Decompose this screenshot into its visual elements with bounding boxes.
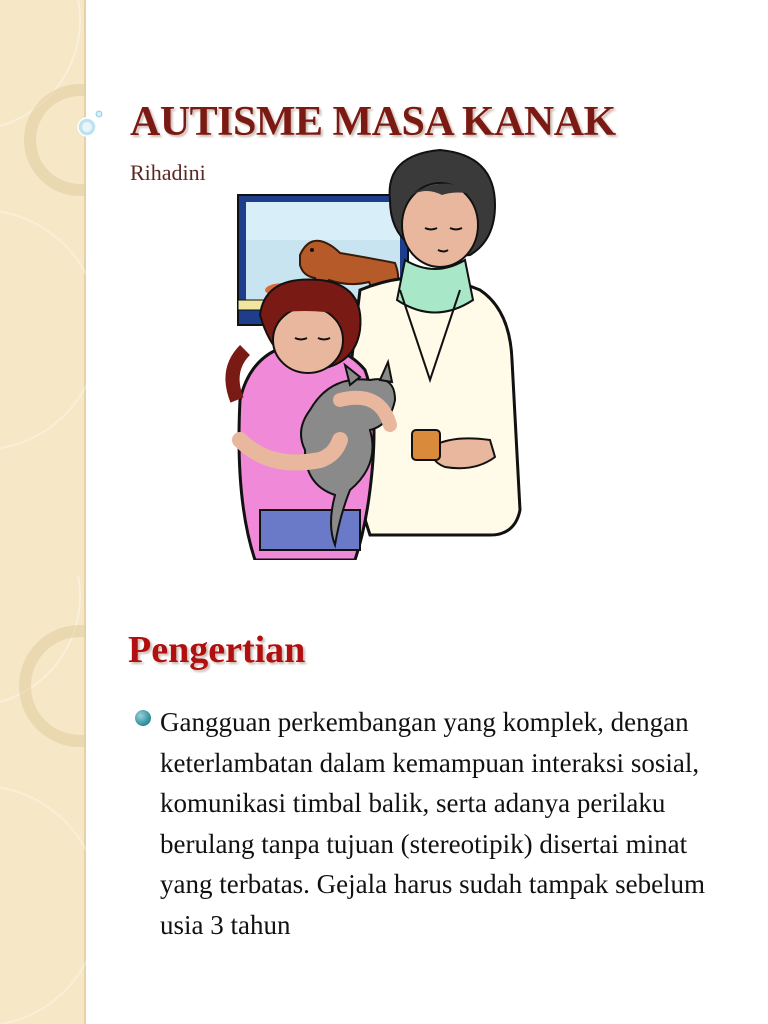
slide-title-text: AUTISME MASA KANAK [130,99,616,145]
bullet-list [135,702,735,945]
author-name: Rihadini [130,160,206,185]
bubble-icon [0,0,120,160]
bullet-item [135,702,735,945]
slide-content [0,576,768,1024]
bullet-dot-icon [135,710,151,726]
section-heading: Pengertian [128,629,306,671]
vet-with-girl-and-cat-clipart-icon [200,140,580,560]
decorative-sidebar [0,576,86,1024]
bullet-text: Gangguan perkembangan yang komplek, dengan keterlambatan dalam kemampuan interaksi sosial, komunikasi timbal balik, serta adanya perilaku berulang tanpa tujuan (stereotipik) disertai minat yang terbatas. Gejala harus sudah tampak sebelum usia 3 tahun [160,707,706,940]
sidebar-circles-icon [0,576,86,1024]
